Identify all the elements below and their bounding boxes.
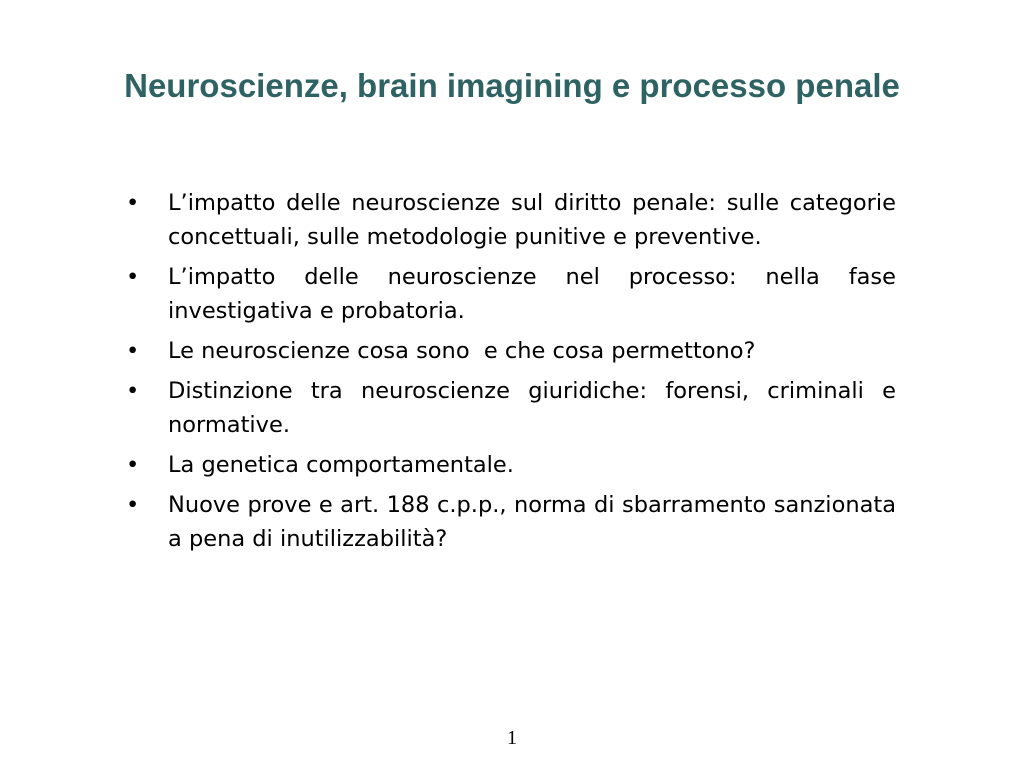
bullet-text: La genetica comportamentale. xyxy=(168,452,514,478)
page-number: 1 xyxy=(507,727,517,749)
bullet-item xyxy=(126,186,896,254)
bullet-icon: • xyxy=(126,452,140,478)
bullet-icon: • xyxy=(126,378,140,404)
bullet-text: Nuove prove e art. 188 c.p.p., norma di sbarramento sanzionata a pena di inutilizzabilità? xyxy=(168,492,896,552)
bullet-item xyxy=(126,488,896,556)
bullet-icon: • xyxy=(126,190,140,216)
bullet-item xyxy=(126,448,896,482)
bullet-icon: • xyxy=(126,492,140,518)
bullet-list xyxy=(126,186,896,562)
bullet-item xyxy=(126,260,896,328)
bullet-text: Distinzione tra neuroscienze giuridiche: forensi, criminali e normative. xyxy=(168,378,896,438)
bullet-text: L’impatto delle neuroscienze sul diritto penale: sulle categorie concettuali, sulle metodologie punitive e preventive. xyxy=(168,190,896,250)
bullet-item xyxy=(126,374,896,442)
slide-title: Neuroscienze, brain imagining e processo penale xyxy=(124,67,900,104)
bullet-icon: • xyxy=(126,264,140,290)
bullet-text: Le neuroscienze cosa sono e che cosa permettono? xyxy=(168,338,756,364)
bullet-icon: • xyxy=(126,338,140,364)
bullet-text: L’impatto delle neuroscienze nel processo: nella fase investigativa e probatoria. xyxy=(168,264,896,324)
bullet-item xyxy=(126,334,896,368)
